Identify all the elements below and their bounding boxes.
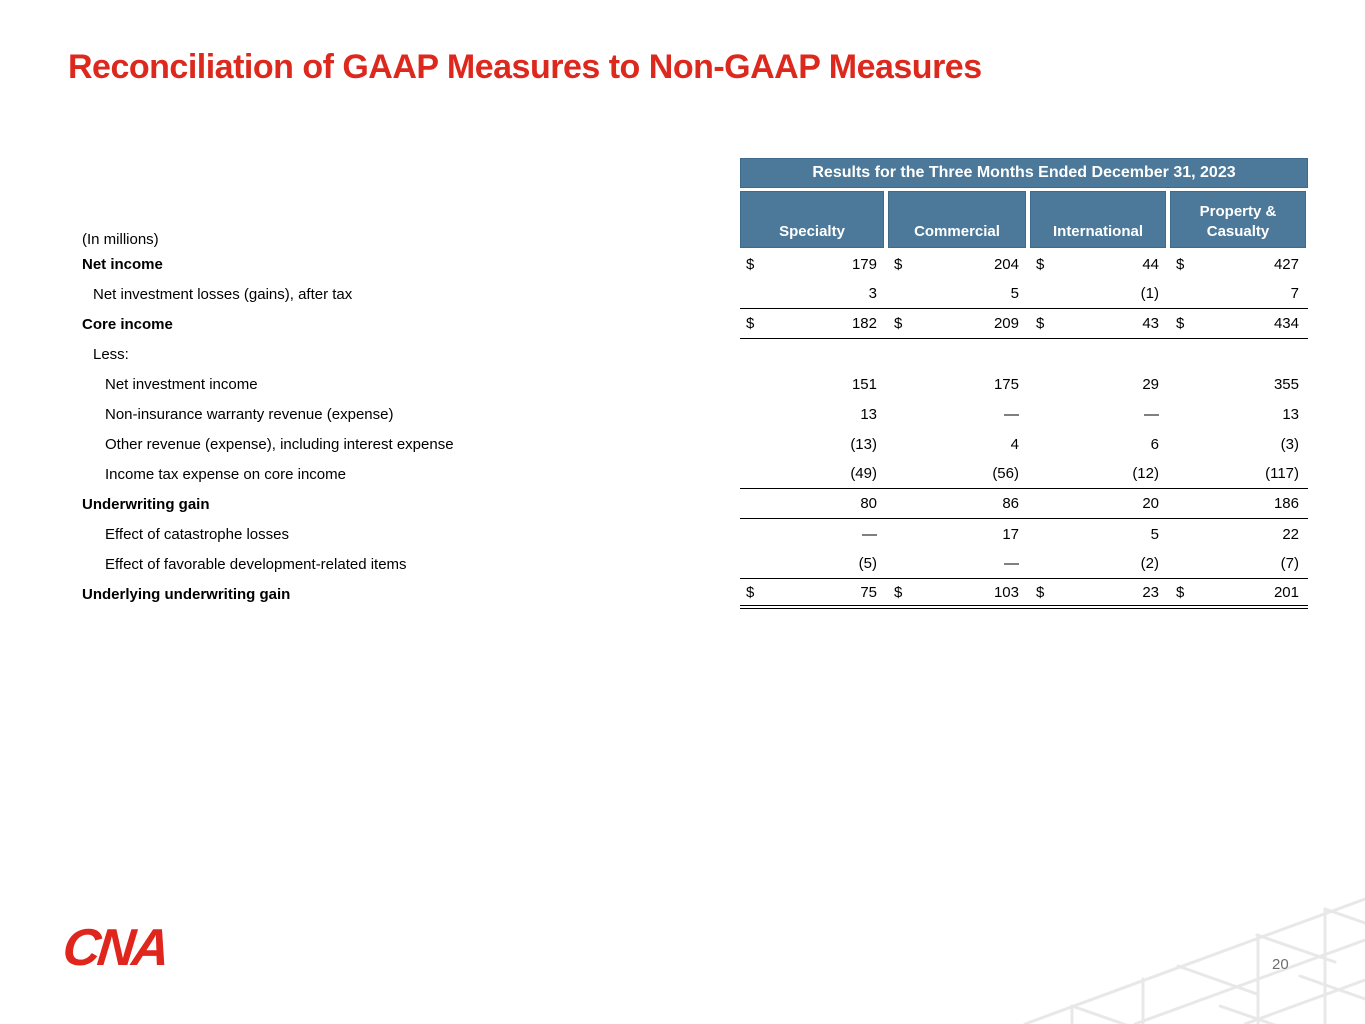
value-cell <box>740 279 884 308</box>
dollar-sign: $ <box>1176 583 1185 601</box>
value-cell <box>888 249 1026 279</box>
value-cell <box>888 279 1026 308</box>
cell-value: — <box>1144 405 1159 423</box>
cell-value: — <box>1004 405 1019 423</box>
cell-value: 80 <box>860 495 877 512</box>
dollar-sign: $ <box>894 255 903 273</box>
value-cell <box>1170 459 1306 488</box>
cell-value: 29 <box>1142 375 1159 393</box>
row-values <box>740 489 1308 519</box>
cell-value: 151 <box>851 375 877 393</box>
value-cell <box>1030 429 1166 459</box>
cell-value: 103 <box>993 583 1019 601</box>
row-label: Net investment losses (gains), after tax <box>93 285 353 303</box>
value-cell <box>1030 339 1166 369</box>
value-cell <box>1170 309 1306 338</box>
table-row <box>82 489 1308 519</box>
cell-value: 13 <box>860 405 877 423</box>
cell-value: 43 <box>1142 315 1159 332</box>
value-cell <box>740 459 884 488</box>
units-label: (In millions) <box>82 231 159 248</box>
value-cell <box>888 579 1026 605</box>
cell-value: 201 <box>1273 583 1299 601</box>
row-values <box>740 429 1308 459</box>
row-label: Net income <box>82 255 163 273</box>
cell-value: 4 <box>1010 435 1019 453</box>
cell-value: (5) <box>858 555 877 572</box>
table-row <box>82 249 1308 279</box>
dollar-sign: $ <box>746 315 755 332</box>
row-values <box>740 339 1308 369</box>
value-cell <box>888 429 1026 459</box>
value-cell <box>1030 489 1166 518</box>
dollar-sign: $ <box>1036 315 1045 332</box>
column-header: Commercial <box>888 191 1026 248</box>
value-cell <box>1170 249 1306 279</box>
row-label: Effect of catastrophe losses <box>105 525 289 543</box>
value-cell <box>1030 399 1166 429</box>
cell-value: 186 <box>1273 495 1299 512</box>
value-cell <box>1030 519 1166 549</box>
cna-logo: CNA <box>60 919 170 977</box>
table-body <box>82 249 1308 609</box>
value-cell <box>740 369 884 399</box>
dollar-sign: $ <box>1176 255 1185 273</box>
table-row <box>82 459 1308 489</box>
value-cell <box>888 339 1026 369</box>
value-cell <box>740 399 884 429</box>
column-header: Property & Casualty <box>1170 191 1306 248</box>
table-row <box>82 519 1308 549</box>
value-cell <box>740 519 884 549</box>
row-values <box>740 279 1308 309</box>
cell-value: 5 <box>1150 525 1159 543</box>
value-cell <box>1030 549 1166 578</box>
cell-value: (2) <box>1140 555 1159 572</box>
value-cell <box>888 489 1026 518</box>
value-cell <box>888 369 1026 399</box>
cell-value: (56) <box>992 465 1019 482</box>
value-cell <box>888 459 1026 488</box>
value-cell <box>1170 339 1306 369</box>
dollar-sign: $ <box>894 315 903 332</box>
cell-value: (7) <box>1280 555 1299 572</box>
row-values <box>740 399 1308 429</box>
table-row <box>82 339 1308 369</box>
value-cell <box>740 339 884 369</box>
row-values <box>740 249 1308 279</box>
dollar-sign: $ <box>746 255 755 273</box>
cell-value: (13) <box>850 435 877 453</box>
row-label: Underwriting gain <box>82 495 210 513</box>
value-cell <box>1170 489 1306 518</box>
dollar-sign: $ <box>1036 583 1045 601</box>
value-cell <box>1170 549 1306 578</box>
value-cell <box>1170 279 1306 308</box>
row-values <box>740 309 1308 339</box>
cell-value: 17 <box>1002 525 1019 543</box>
row-label: Effect of favorable development-related items <box>105 555 407 573</box>
row-label: Core income <box>82 315 173 333</box>
value-cell <box>740 429 884 459</box>
row-values <box>740 549 1308 579</box>
value-cell <box>1170 429 1306 459</box>
row-values <box>740 369 1308 399</box>
corner-pattern <box>995 854 1365 1024</box>
value-cell <box>1170 519 1306 549</box>
cell-value: 179 <box>851 255 877 273</box>
value-cell <box>740 489 884 518</box>
table-row <box>82 399 1308 429</box>
value-cell <box>740 249 884 279</box>
column-header: Specialty <box>740 191 884 248</box>
cell-value: 3 <box>868 285 877 302</box>
cell-value: 44 <box>1142 255 1159 273</box>
row-values <box>740 459 1308 489</box>
value-cell <box>1030 309 1166 338</box>
value-cell <box>888 549 1026 578</box>
column-header: International <box>1030 191 1166 248</box>
cell-value: 6 <box>1150 435 1159 453</box>
value-cell <box>888 309 1026 338</box>
table-row <box>82 369 1308 399</box>
cell-value: 75 <box>860 583 877 601</box>
value-cell <box>888 399 1026 429</box>
dollar-sign: $ <box>1176 315 1185 332</box>
value-cell <box>740 549 884 578</box>
cell-value: 427 <box>1273 255 1299 273</box>
cell-value: 22 <box>1282 525 1299 543</box>
row-label: Net investment income <box>105 375 258 393</box>
value-cell <box>1030 369 1166 399</box>
cell-value: 175 <box>993 375 1019 393</box>
value-cell <box>1170 369 1306 399</box>
row-values <box>740 579 1308 609</box>
row-label: Less: <box>93 345 129 363</box>
row-label: Other revenue (expense), including interest expense <box>105 435 454 453</box>
value-cell <box>1030 279 1166 308</box>
table-banner: Results for the Three Months Ended December 31, 2023 <box>740 158 1308 188</box>
cell-value: (3) <box>1280 435 1299 453</box>
table-row <box>82 309 1308 339</box>
row-label: Underlying underwriting gain <box>82 585 291 603</box>
value-cell <box>1170 399 1306 429</box>
dollar-sign: $ <box>1036 255 1045 273</box>
value-cell <box>740 579 884 605</box>
page-number: 20 <box>1272 956 1289 973</box>
cell-value: 434 <box>1273 315 1299 332</box>
cell-value: 7 <box>1290 285 1299 302</box>
cell-value: 204 <box>993 255 1019 273</box>
value-cell <box>1030 459 1166 488</box>
table-row <box>82 429 1308 459</box>
table-column-headers <box>740 191 1308 248</box>
table-row <box>82 279 1308 309</box>
row-label: Income tax expense on core income <box>105 465 346 483</box>
value-cell <box>740 309 884 338</box>
row-label: Non-insurance warranty revenue (expense) <box>105 405 394 423</box>
table-row <box>82 549 1308 579</box>
cell-value: (1) <box>1140 285 1159 302</box>
cell-value: — <box>1004 555 1019 572</box>
value-cell <box>1030 249 1166 279</box>
value-cell <box>1030 579 1166 605</box>
cell-value: 182 <box>851 315 877 332</box>
table-row <box>82 579 1308 609</box>
dollar-sign: $ <box>746 583 755 601</box>
cell-value: 355 <box>1273 375 1299 393</box>
cell-value: — <box>862 525 877 543</box>
cell-value: 20 <box>1142 495 1159 512</box>
row-values <box>740 519 1308 549</box>
cell-value: (117) <box>1265 465 1299 482</box>
cell-value: 13 <box>1282 405 1299 423</box>
value-cell <box>888 519 1026 549</box>
cell-value: 209 <box>993 315 1019 332</box>
cell-value: 23 <box>1142 583 1159 601</box>
cell-value: 5 <box>1010 285 1019 302</box>
value-cell <box>1170 579 1306 605</box>
dollar-sign: $ <box>894 583 903 601</box>
cell-value: (12) <box>1132 465 1159 482</box>
cell-value: 86 <box>1002 495 1019 512</box>
cell-value: (49) <box>850 465 877 482</box>
page-title: Reconciliation of GAAP Measures to Non-GAAP Measures <box>68 48 982 86</box>
